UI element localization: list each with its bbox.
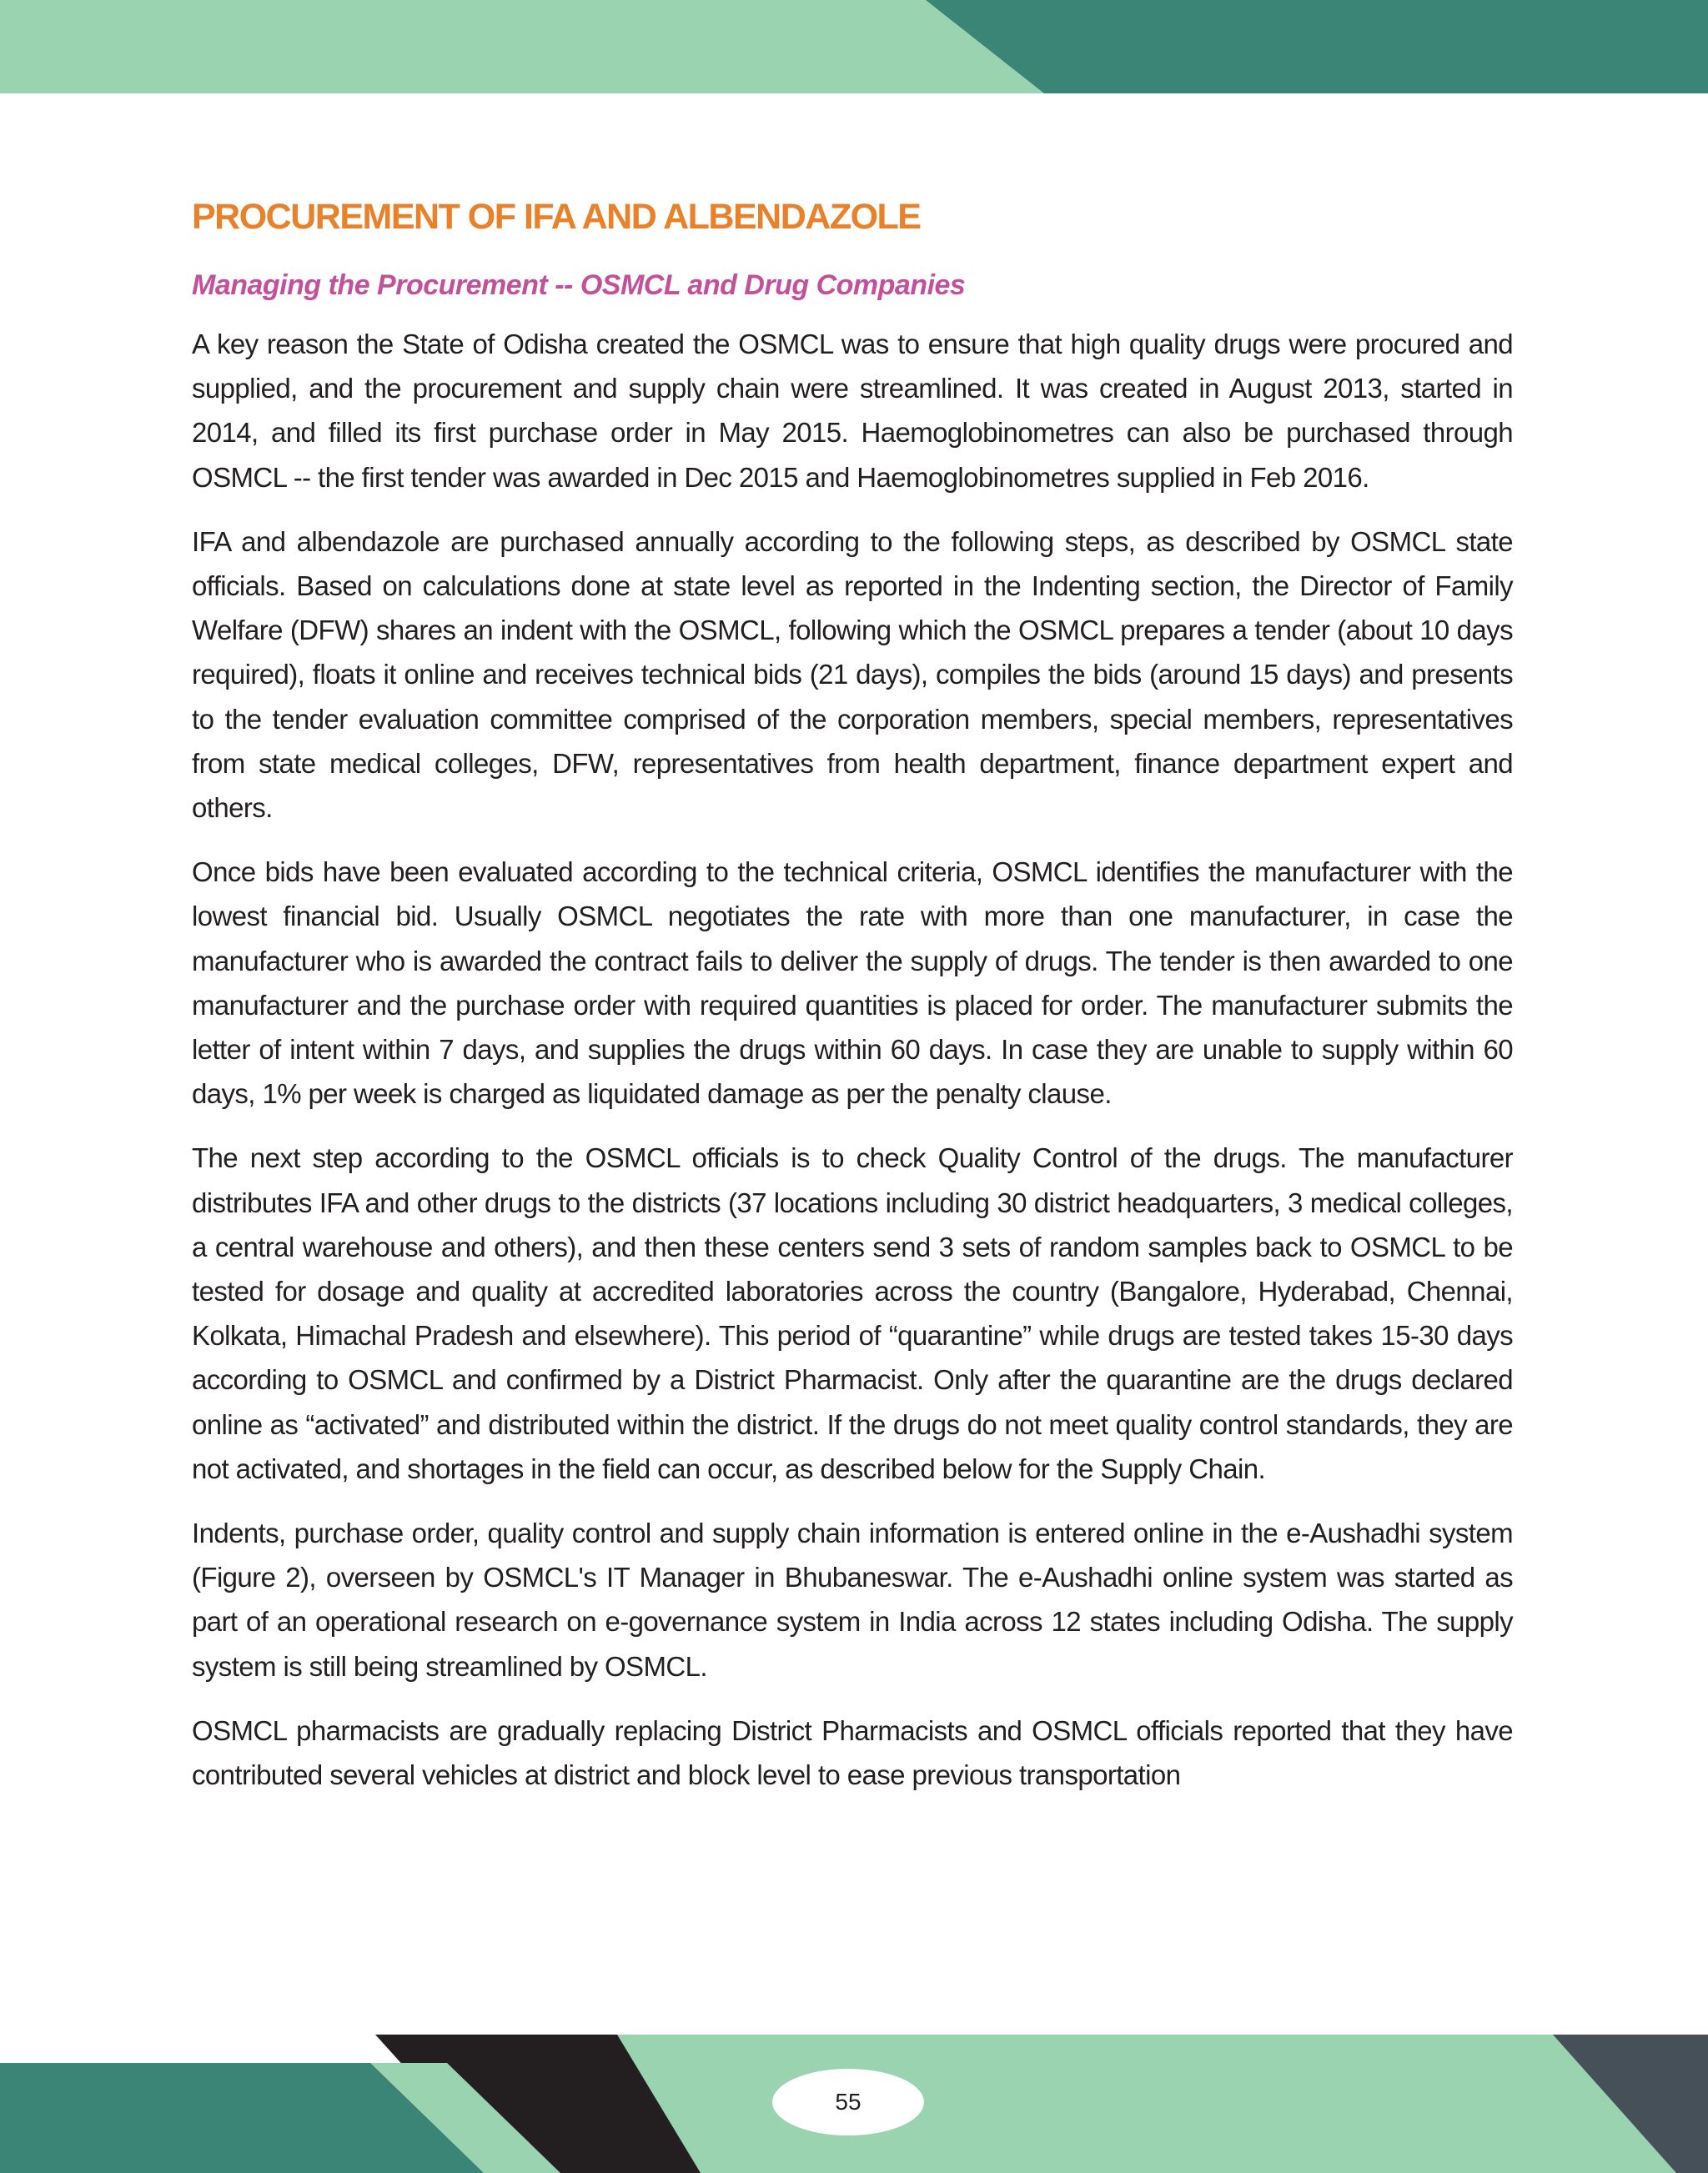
paragraph-pharmacists: OSMCL pharmacists are gradually replacing District Pharmacists and OSMCL officials reported that they have contributed several vehicles at district and block level to ease previous transportation	[192, 1714, 1513, 1791]
page-number: 55	[835, 2089, 862, 2115]
paragraph-e-aushadhi: Indents, purchase order, quality control and supply chain information is entered online in the e-Aushadhi system (Figure 2), overseen by OSMCL's IT Manager in Bhubaneswar. The e-Aushadhi online system was started as part of an operational research on e-governance system in India across 12 states including Odisha. The supply system is still being streamlined by OSMCL.	[192, 1518, 1513, 1682]
page-title: PROCUREMENT OF IFA AND ALBENDAZOLE	[192, 197, 921, 237]
top-decorative-band	[0, 0, 1708, 93]
paragraph-bid-evaluation: Once bids have been evaluated according to the technical criteria, OSMCL identifies the manufacturer with the lowest financial bid. Usually OSMCL negotiates the rate with more than one manufacturer, in case the manufacturer who is awarded the contract fails to deliver the supply of drugs. The tender is then awarded to one manufacturer and the purchase order with required quantities is placed for order. The manufacturer submits the letter of intent within 7 days, and supplies the drugs within 60 days. In case they are unable to supply within 60 days, 1% per week is charged as liquidated damage as per the penalty clause.	[192, 856, 1513, 1110]
paragraph-quality-control: The next step according to the OSMCL officials is to check Quality Control of the drugs. The manufacturer distributes IFA and other drugs to the districts (37 locations including 30 district headquarters, 3 medical colleges, a central warehouse and others), and then these centers send 3 sets of random samples back to OSMCL to be tested for dosage and quality at accredited laboratories across the country (Bangalore, Hyderabad, Chennai, Kolkata, Himachal Pradesh and elsewhere). This period of “quarantine” while drugs are tested takes 15-30 days according to OSMCL and confirmed by a District Pharmacist. Only after the quarantine are the drugs declared online as “activated” and distributed within the district. If the drugs do not meet quality control standards, they are not activated, and shortages in the field can occur, as described below for the Supply Chain.	[192, 1142, 1513, 1484]
page-number-badge	[772, 2069, 924, 2135]
bottom-band-light-green	[584, 2035, 1708, 2173]
top-band-dark-teal	[926, 0, 1708, 93]
paragraph-purchase-steps: IFA and albendazole are purchased annually according to the following steps, as described by OSMCL state officials. Based on calculations done at state level as reported in the Indenting section, the Director of Family Welfare (DFW) shares an indent with the OSMCL, following which the OSMCL prepares a tender (about 10 days required), floats it online and receives technical bids (21 days), compiles the bids (around 15 days) and presents to the tender evaluation committee comprised of the corporation members, special members, representatives from state medical colleges, DFW, representatives from health department, finance department expert and others.	[192, 525, 1513, 824]
page-content	[192, 192, 1513, 1817]
paragraph-osmcl-creation: A key reason the State of Odisha created the OSMCL was to ensure that high quality drugs were procured and supplied, and the procurement and supply chain were streamlined. It was created in August 2013, started in 2014, and filled its first purchase order in May 2015. Haemoglobinometres can also be purchased through OSMCL -- the first tender was awarded in Dec 2015 and Haemoglobinometres supplied in Feb 2016.	[192, 329, 1513, 493]
section-subtitle: Managing the Procurement -- OSMCL and Drug Companies	[192, 269, 966, 301]
top-band-light-green	[0, 0, 1051, 93]
